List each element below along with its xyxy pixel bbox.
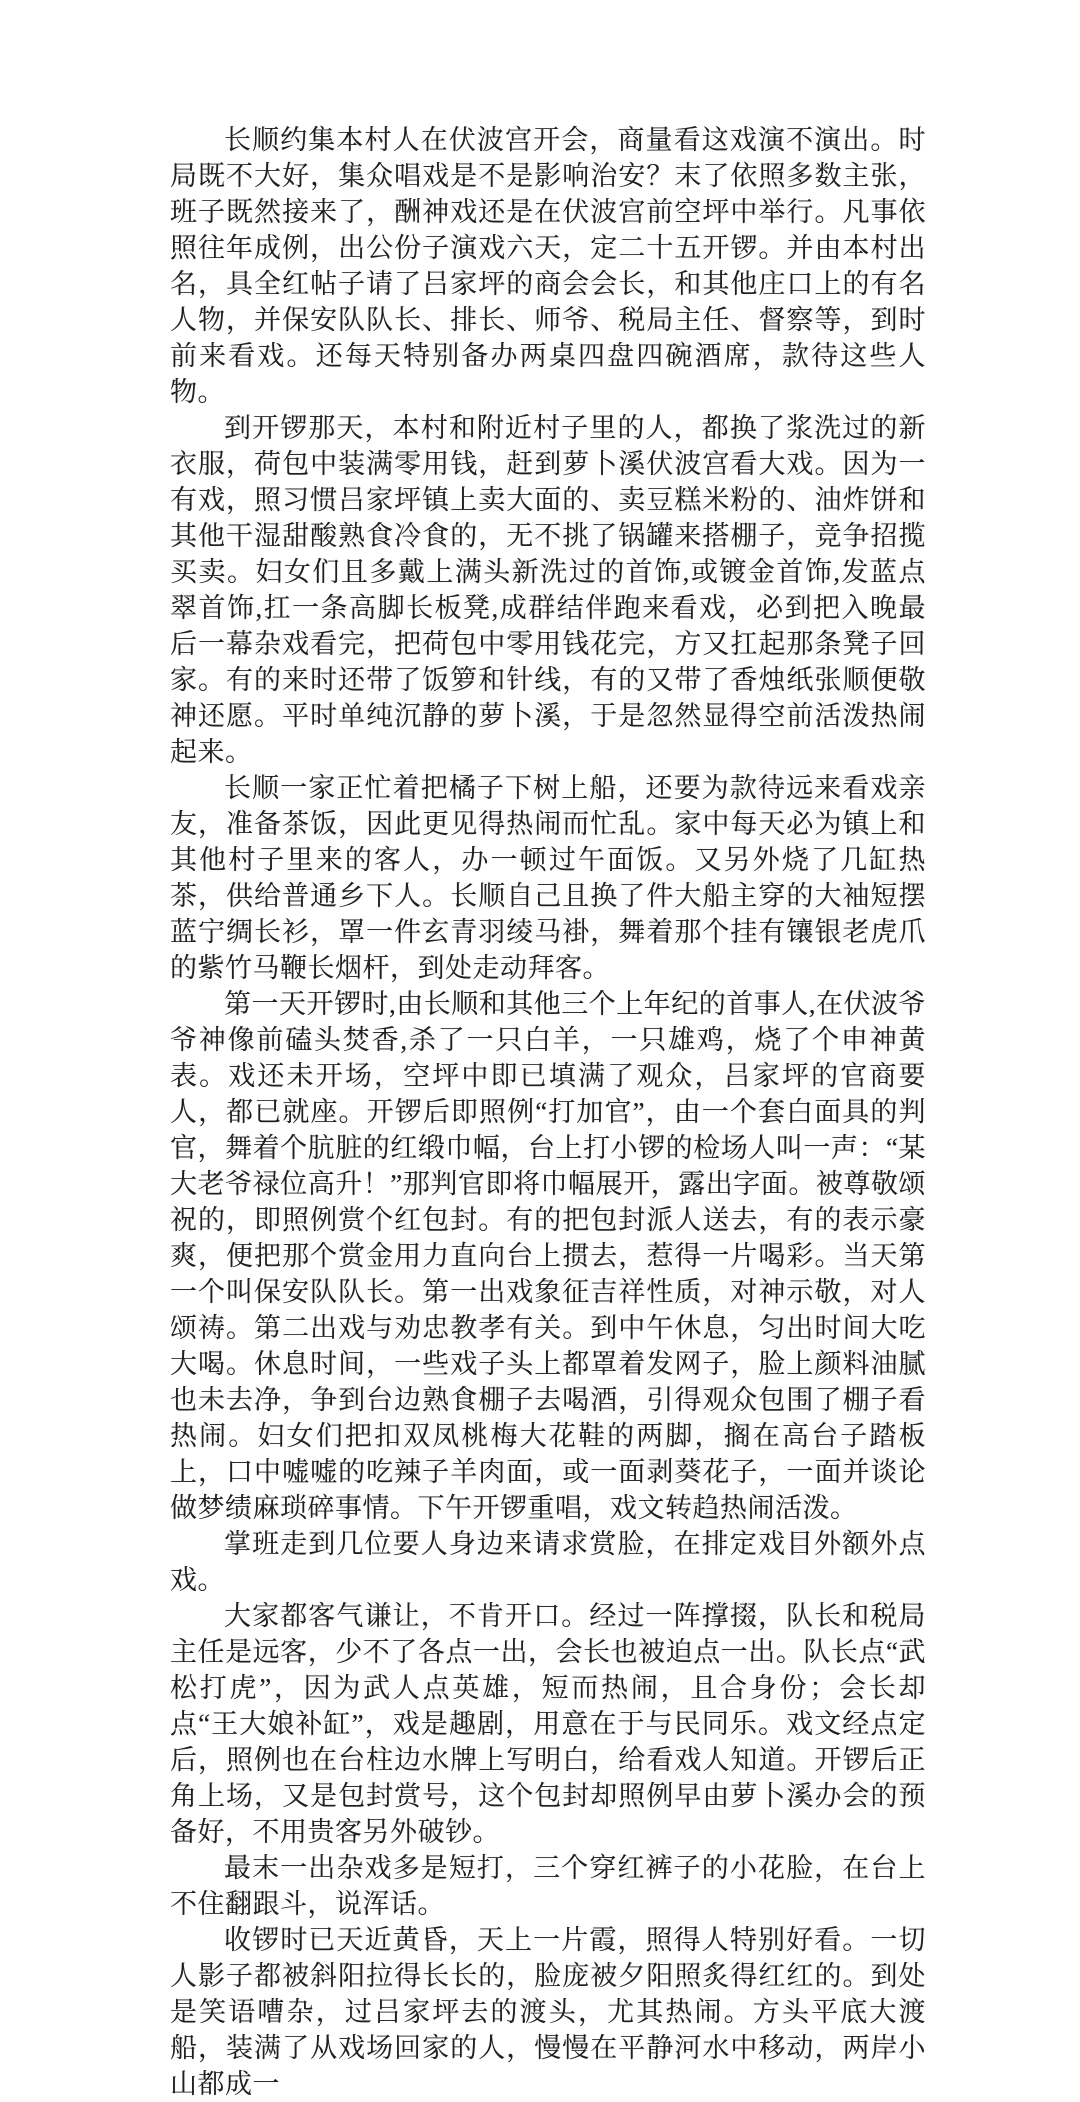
paragraph: 收锣时已天近黄昏，天上一片霞，照得人特别好看。一切人影子都被斜阳拉得长长的，脸庞被夕阳照炙得红红的。到处是笑语嘈杂，过吕家坪去的渡头，尤其热闹。方头平底大渡船，装满了从戏场回家的人，慢慢在平静河水中移动，两岸小山都成一 <box>170 1925 926 2099</box>
paragraph: 大家都客气谦让，不肯开口。经过一阵撑掇，队长和税局主任是远客，少不了各点一出，会长也被迫点一出。队长点“武松打虎”，因为武人点英雄，短而热闹，且合身份；会长却点“王大娘补缸”，戏是趣剧，用意在于与民同乐。戏文经点定后，照例也在台柱边水牌上写明白，给看戏人知道。开锣后正角上场，又是包封赏号，这个包封却照例早由萝卜溪办会的预备好，不用贵客另外破钞。 <box>170 1601 926 1847</box>
paragraph: 长顺一家正忙着把橘子下树上船，还要为款待远来看戏亲友，准备茶饭，因此更见得热闹而忙乱。家中每天必为镇上和其他村子里来的客人，办一顿过午面饭。又另外烧了几缸热茶，供给普通乡下人。长顺自己且换了件大船主穿的大袖短摆蓝宁绸长衫，罩一件玄青羽绫马褂，舞着那个挂有镶银老虎爪的紫竹马鞭长烟杆，到处走动拜客。 <box>170 773 926 983</box>
paragraph: 长顺约集本村人在伏波宫开会，商量看这戏演不演出。时局既不大好，集众唱戏是不是影响治安？末了依照多数主张，班子既然接来了，酬神戏还是在伏波宫前空坪中举行。凡事依照往年成例，出公份子演戏六天，定二十五开锣。并由本村出名，具全红帖子请了吕家坪的商会会长，和其他庄口上的有名人物，并保安队队长、排长、师爷、税局主任、督察等，到时前来看戏。还每天特别备办两桌四盘四碗酒席，款待这些人物。 <box>170 125 926 407</box>
paragraph: 第一天开锣时,由长顺和其他三个上年纪的首事人,在伏波爷爷神像前磕头焚香,杀了一只白羊，一只雄鸡，烧了个申神黄表。戏还未开场，空坪中即已填满了观众，吕家坪的官商要人，都已就座。开锣后即照例“打加官”，由一个套白面具的判官，舞着个肮脏的红缎巾幅，台上打小锣的检场人叫一声：“某大老爷禄位高升！”那判官即将巾幅展开，露出字面。被尊敬颂祝的，即照例赏个红包封。有的把包封派人送去，有的表示豪爽，便把那个赏金用力直向台上掼去，惹得一片喝彩。当天第一个叫保安队队长。第一出戏象征吉祥性质，对神示敬，对人颂祷。第二出戏与劝忠教孝有关。到中午休息，匀出时间大吃大喝。休息时间，一些戏子头上都罩着发网子，脸上颜料油腻也未去净，争到台边熟食棚子去喝酒，引得观众包围了棚子看热闹。妇女们把扣双凤桃梅大花鞋的两脚，搁在高台子踏板上，口中嘘嘘的吃辣子羊肉面，或一面剥葵花子，一面并谈论做梦绩麻琐碎事情。下午开锣重唱，戏文转趋热闹活泼。 <box>170 989 926 1523</box>
paragraph: 最末一出杂戏多是短打，三个穿红裤子的小花脸，在台上不住翻跟斗，说浑话。 <box>170 1853 926 1919</box>
paragraph: 到开锣那天，本村和附近村子里的人，都换了浆洗过的新衣服，荷包中装满零用钱，赶到萝卜溪伏波宫看大戏。因为一有戏，照习惯吕家坪镇上卖大面的、卖豆糕米粉的、油炸饼和其他干湿甜酸熟食冷食的，无不挑了锅罐来搭棚子，竞争招揽买卖。妇女们且多戴上满头新洗过的首饰,或镀金首饰,发蓝点翠首饰,扛一条高脚长板凳,成群结伴跑来看戏，必到把入晚最后一幕杂戏看完，把荷包中零用钱花完，方又扛起那条凳子回家。有的来时还带了饭箩和针线，有的又带了香烛纸张顺便敬神还愿。平时单纯沉静的萝卜溪，于是忽然显得空前活泼热闹起来。 <box>170 413 926 767</box>
reading-passage <box>170 122 926 2102</box>
paragraph: 掌班走到几位要人身边来请求赏脸，在排定戏目外额外点戏。 <box>170 1529 926 1595</box>
